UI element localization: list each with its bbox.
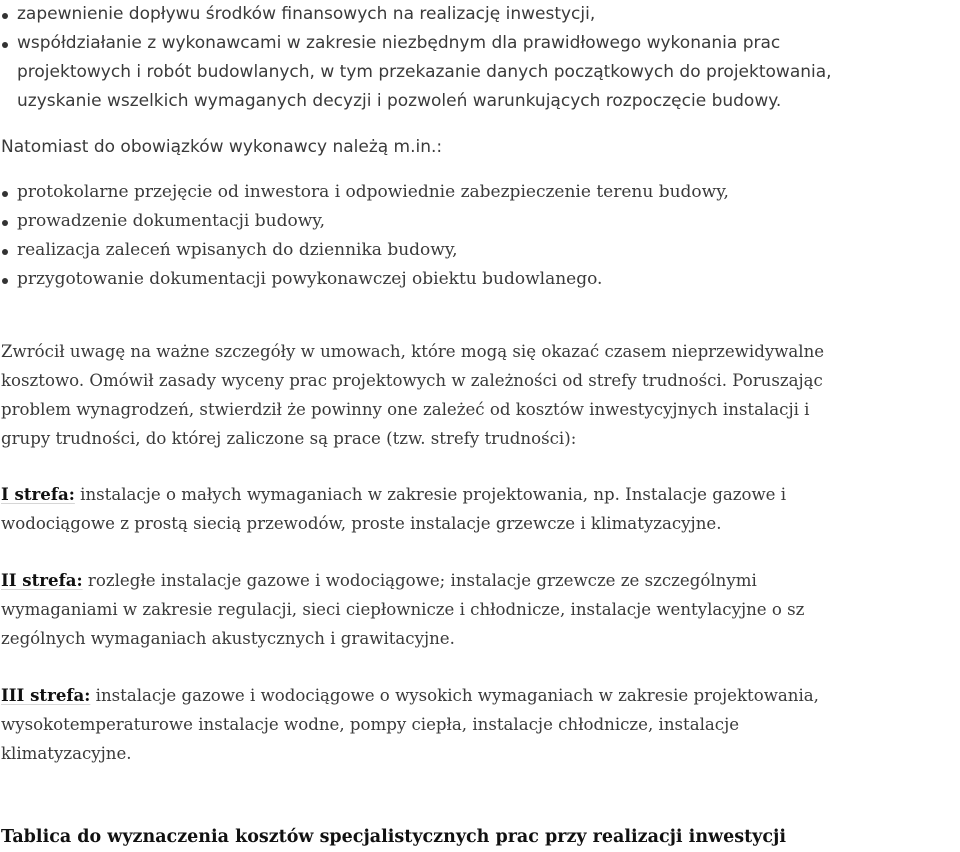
- paragraph-line: problem wynagrodzeń, stwierdził że powinny one zależeć od kosztów inwestycyjnych instalacji i: [1, 400, 810, 419]
- paragraph-line: zególnych wymaganiach akustycznych i grawitacyjne.: [1, 629, 455, 648]
- list-item-line: projektowych i robót budowlanych, w tym przekazanie danych początkowych do projektowania,: [17, 62, 832, 82]
- paragraph-line: klimatyzacyjne.: [1, 744, 132, 763]
- paragraph-line: wodociągowe z prostą siecią przewodów, proste instalacje grzewcze i klimatyzacyjne.: [1, 514, 722, 533]
- zone-label: II strefa:: [1, 570, 83, 590]
- contractor-intro: Natomiast do obowiązków wykonawcy należą m.in.:: [1, 137, 443, 157]
- list-item-line: współdziałanie z wykonawcami w zakresie niezbędnym dla prawidłowego wykonania prac: [1, 29, 832, 58]
- list-item-line: zapewnienie dopływu środków finansowych na realizację inwestycji,: [1, 0, 832, 29]
- paragraph-line: wymaganiami w zakresie regulacji, sieci ciepłownicze i chłodnicze, instalacje wentylacyjne o sz: [1, 600, 805, 619]
- investor-duties-list: [1, 0, 832, 116]
- paragraph-line: Zwrócił uwagę na ważne szczegóły w umowach, które mogą się okazać czasem nieprzewidywalne: [1, 342, 825, 361]
- list-item: [1, 29, 832, 116]
- list-item: [1, 0, 832, 29]
- paragraph-line: [1, 566, 804, 595]
- paragraph-line: [1, 480, 786, 509]
- list-item: realizacja zaleceń wpisanych do dziennika budowy,: [1, 236, 729, 265]
- list-item-line: uzyskanie wszelkich wymaganych decyzji i pozwoleń warunkujących rozpoczęcie budowy.: [17, 91, 782, 111]
- paragraph-line: [1, 681, 819, 710]
- list-item: przygotowanie dokumentacji powykonawczej obiektu budowlanego.: [1, 265, 729, 294]
- zone-text: rozległe instalacje gazowe i wodociągowe; instalacje grzewcze ze szczególnymi: [82, 571, 757, 590]
- paragraph-line: grupy trudności, do której zaliczone są prace (tzw. strefy trudności):: [1, 429, 577, 448]
- zone-label: I strefa:: [1, 484, 75, 504]
- contractor-duties-list: [1, 178, 729, 294]
- summary-paragraph: [1, 337, 824, 453]
- list-item: prowadzenie dokumentacji budowy,: [1, 207, 729, 236]
- list-item: protokolarne przejęcie od inwestora i odpowiednie zabezpieczenie terenu budowy,: [1, 178, 729, 207]
- zone-text: instalacje o małych wymaganiach w zakresie projektowania, np. Instalacje gazowe i: [74, 485, 787, 504]
- zone-2-paragraph: [1, 566, 804, 653]
- paragraph-line: wysokotemperaturowe instalacje wodne, pompy ciepła, instalacje chłodnicze, instalacje: [1, 715, 740, 734]
- zone-label: III strefa:: [1, 685, 91, 705]
- zone-1-paragraph: [1, 480, 786, 538]
- zone-3-paragraph: [1, 681, 819, 768]
- table-heading: Tablica do wyznaczenia kosztów specjalistycznych prac przy realizacji inwestycji: [1, 827, 786, 847]
- paragraph-line: kosztowo. Omówił zasady wyceny prac projektowych w zależności od strefy trudności. Poruszając: [1, 371, 823, 390]
- zone-text: instalacje gazowe i wodociągowe o wysokich wymaganiach w zakresie projektowania,: [90, 686, 819, 705]
